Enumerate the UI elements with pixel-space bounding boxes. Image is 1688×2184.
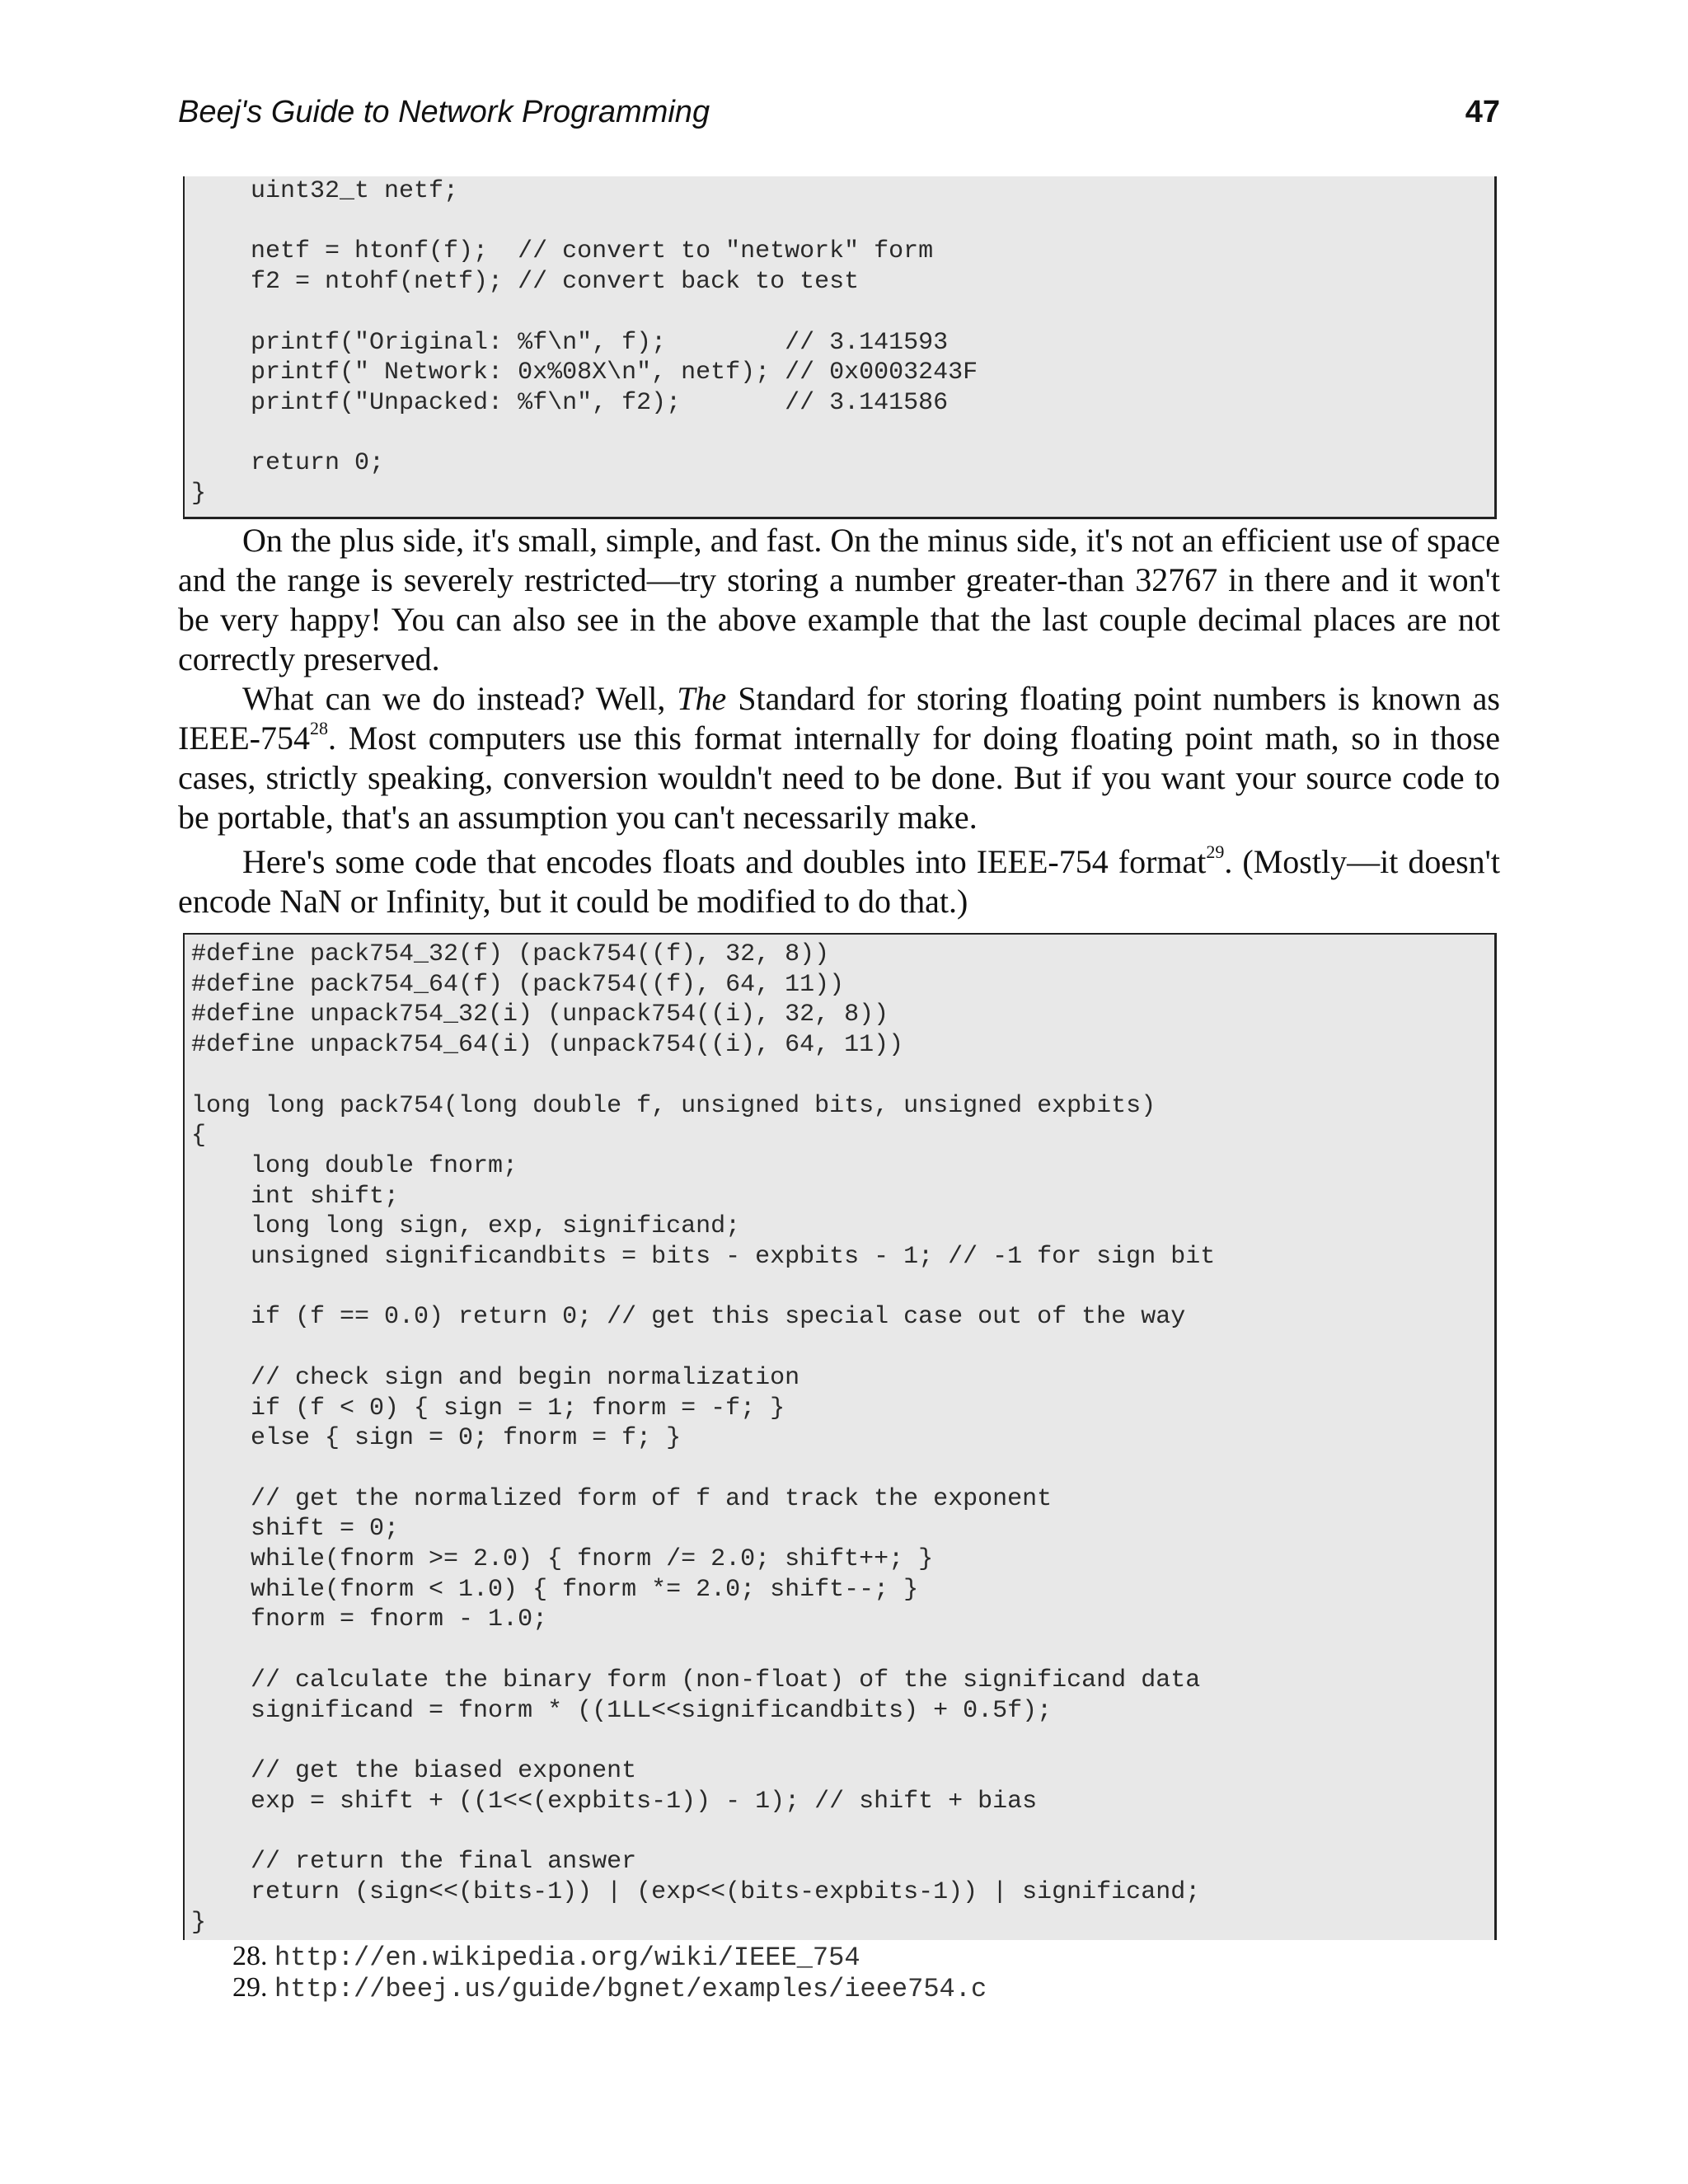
paragraph-text: On the plus side, it's small, simple, and fast. On the minus side, it's not an efficient use of space and the range is severely restricted—try storing a number greater-than 32767 in there and it won't be very happy! You can also see in the above example that the last couple decimal places are not correctly preserved. — [178, 522, 1500, 677]
text-run: . (Mostly—it doesn't encode NaN or Infinity, but it could be modified to do that.) — [178, 843, 1500, 920]
footnote-28 — [232, 1942, 987, 1973]
footnote-ref-29[interactable]: 29 — [1206, 841, 1225, 862]
text-run: Here's some code that encodes floats and doubles into IEEE-754 format — [242, 843, 1207, 880]
text-run: Standard for storing floating point numbers is known as IEEE-754 — [178, 680, 1500, 757]
code-text: #define pack754_32(f) (pack754((f), 32, 8)) #define pack754_64(f) (pack754((f), 64, 11)) #define unpack754_32(i) (unpack754((i), 32, 8)) #define unpack754_64(i) (unpack754((i), 64, 11)) long long pack754(long double f, unsigned bits, unsigned expbits) { long double fnorm; int shift; long long sign, exp, significand; unsigned significandbits = bits - expbits - 1; // -1 for sign bit if (f == 0.0) return 0; // get this special case out of the way // check sign and begin normalization if (f < 0) { sign = 1; fnorm = -f; } else { sign = 0; fnorm = f; } // get the normalized form of f and track the exponent shift = 0; while(fnorm >= 2.0) { fnorm /= 2.0; shift++; } while(fnorm < 1.0) { fnorm *= 2.0; shift--; } fnorm = fnorm - 1.0; // calculate the binary form (non-float) of the significand data significand = fnorm * ((1LL<<significandbits) + 0.5f); // get the biased exponent exp = shift + ((1<<(expbits-1)) - 1); // shift + bias // return the final answer return (sign<<(bits-1)) | (exp<<(bits-expbits-1)) | significand; } — [191, 940, 1216, 1937]
code-text: uint32_t netf; netf = htonf(f); // convert to "network" form f2 = ntohf(netf); // convert back to test printf("Original: %f\n", f); // 3.141593 printf(" Network: 0x%08X\n", netf); // 0x0003243F printf("Unpacked: %f\n", f2); // 3.141586 return 0; } — [191, 177, 978, 509]
paragraph-ieee-754-standard — [178, 679, 1500, 837]
paragraph-encode-code-intro — [178, 842, 1500, 921]
code-block-pack754 — [183, 933, 1497, 1940]
text-run: What can we do instead? Well, — [242, 680, 678, 717]
footnote-link[interactable]: http://en.wikipedia.org/wiki/IEEE_754 — [274, 1943, 860, 1973]
footnote-number: 28. — [232, 1941, 268, 1971]
text-run: . Most computers use this format internally for doing floating point math, so in those cases, strictly speaking, conversion wouldn't need to be done. But if you want your source code to be portable, that's an assumption you can't necessarily make. — [178, 719, 1500, 836]
footnote-link[interactable]: http://beej.us/guide/bgnet/examples/ieee754.c — [274, 1974, 987, 2004]
footnote-ref-28[interactable]: 28 — [309, 718, 328, 738]
paragraph-text — [178, 679, 1500, 837]
running-header-title: Beej's Guide to Network Programming — [178, 95, 710, 129]
page-number: 47 — [1465, 95, 1500, 129]
footnotes — [232, 1942, 987, 2004]
footnote-29 — [232, 1973, 987, 2004]
emphasis-the: The — [677, 680, 727, 717]
paragraph-plus-minus — [178, 521, 1500, 679]
paragraph-text — [178, 842, 1500, 921]
footnote-number: 29. — [232, 1972, 268, 2003]
code-block-htonf-example — [183, 176, 1497, 519]
